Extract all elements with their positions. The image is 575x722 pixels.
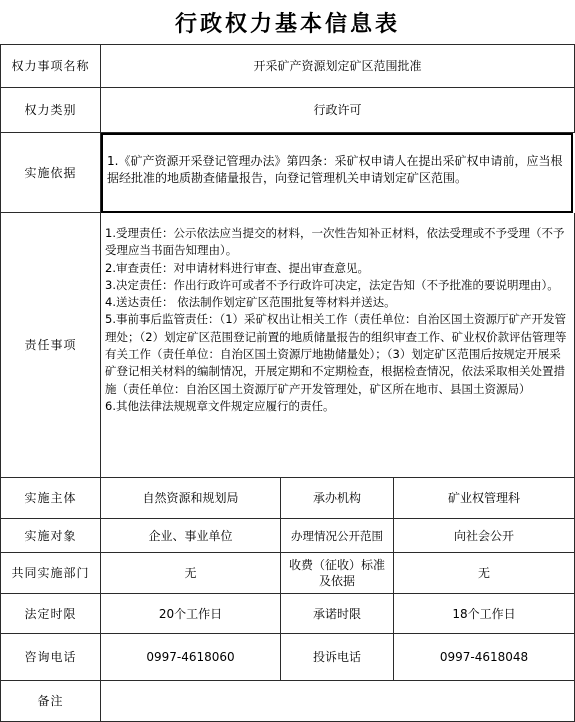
value-disclosure-scope: 向社会公开	[394, 519, 575, 553]
value-remark	[101, 681, 575, 722]
label-legal-deadline: 法定时限	[0, 594, 101, 634]
label-consult-phone: 咨询电话	[0, 634, 101, 681]
label-disclosure-scope: 办理情况公开范围	[281, 519, 394, 553]
value-legal-deadline: 20个工作日	[101, 594, 281, 634]
value-fee-standard: 无	[394, 553, 575, 594]
label-basis: 实施依据	[0, 133, 101, 213]
responsibility-list	[105, 225, 570, 415]
value-complaint-phone: 0997-4618048	[394, 634, 575, 681]
value-consult-phone: 0997-4618060	[101, 634, 281, 681]
value-responsibility	[101, 213, 575, 478]
value-basis: 1.《矿产资源开采登记管理办法》第四条：采矿权申请人在提出采矿权申请前，应当根据经批准的地质勘查储量报告，向登记管理机关申请划定矿区范围。	[101, 133, 573, 213]
label-complaint-phone: 投诉电话	[281, 634, 394, 681]
label-promised-deadline: 承诺时限	[281, 594, 394, 634]
label-power-category: 权力类别	[0, 88, 101, 133]
value-subject: 自然资源和规划局	[101, 478, 281, 519]
label-responsibility: 责任事项	[0, 213, 101, 478]
responsibility-item: 5.事前事后监管责任：（1）采矿权出让相关工作（责任单位：自治区国土资源厅矿产开发管理处；（2）划定矿区范围登记前置的地质储量报告的组织审查工作、矿业权价款评估管理等有关工作（责任单位：自治区国土资源厅地勘储量处）；（3）划定矿区范围后按规定开展采矿登记相关材料的编制情况，开展定期和不定期检查，根据检查情况，依法采取相关处置措施（责任单位：自治区国土资源厅矿产开发管理处，矿区所在地市、县国土资源局）	[105, 312, 567, 396]
value-promised-deadline: 18个工作日	[394, 594, 575, 634]
value-handling-agency: 矿业权管理科	[394, 478, 575, 519]
label-power-name: 权力事项名称	[0, 44, 101, 88]
label-target: 实施对象	[0, 519, 101, 553]
label-remark: 备注	[0, 681, 101, 722]
value-joint-department: 无	[101, 553, 281, 594]
value-power-category: 行政许可	[101, 88, 575, 133]
value-target: 企业、事业单位	[101, 519, 281, 553]
responsibility-item: 6.其他法律法规规章文件规定应履行的责任。	[105, 398, 335, 413]
value-power-name: 开采矿产资源划定矿区范围批准	[101, 44, 575, 88]
label-subject: 实施主体	[0, 478, 101, 519]
responsibility-item: 1.受理责任：公示依法应当提交的材料，一次性告知补正材料，依法受理或不予受理（不予受理应当书面告知理由）。	[105, 226, 565, 258]
label-joint-department: 共同实施部门	[0, 553, 101, 594]
label-handling-agency: 承办机构	[281, 478, 394, 519]
responsibility-item: 2.审查责任：对申请材料进行审查、提出审查意见。	[105, 260, 369, 275]
responsibility-item: 3.决定责任：作出行政许可或者不予行政许可决定，法定告知（不予批准的要说明理由）。	[105, 277, 559, 292]
label-fee-standard: 收费（征收）标准及依据	[281, 553, 394, 594]
responsibility-item: 4.送达责任： 依法制作划定矿区范围批复等材料并送达。	[105, 295, 396, 310]
page-title: 行政权力基本信息表	[174, 10, 400, 37]
